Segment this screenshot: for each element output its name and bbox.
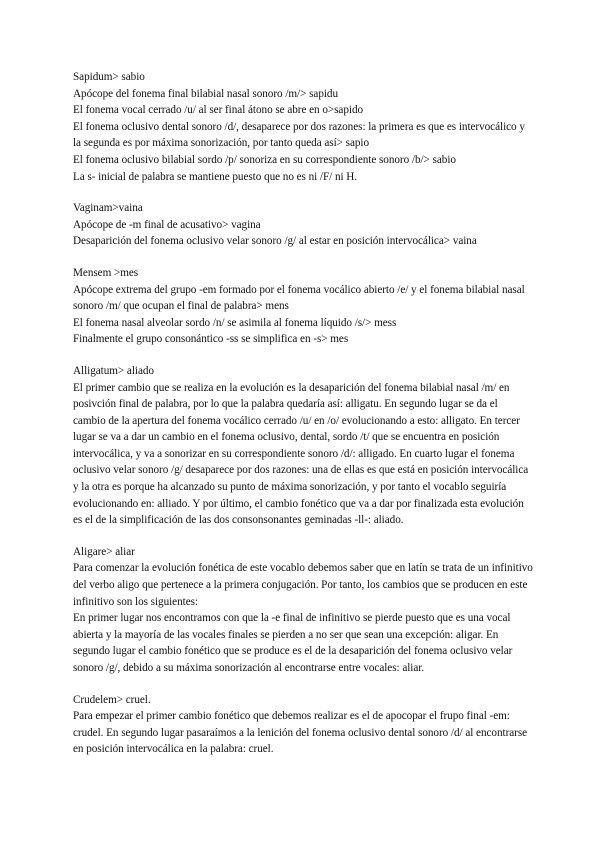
section-alligatum [73,363,533,529]
paragraph: El fonema vocal cerrado /u/ al ser final átono se abre en o>sapido [73,104,364,117]
paragraph: Apócope del fonema final bilabial nasal sonoro /m/> sapidu [73,87,339,100]
paragraph: Apócope extrema del grupo -em formado por el fonema vocálico abierto /e/ y el fonema bilabial nasal sonoro /m/ que ocupan el final de palabra> mens [73,283,525,313]
paragraph: El fonema oclusivo dental sonoro /d/, desaparece por dos razones: la primera es que es intervocálico y la segunda es por máxima sonorización, por tanto queda así> sapio [73,120,525,150]
paragraph: El fonema oclusivo bilabial sordo /p/ sonoriza en su correspondiente sonoro /b/> sabio [73,153,456,166]
paragraph: El primer cambio que se realiza en la evolución es la desaparición del fonema bilabial nasal /m/ en posivción final de palabra, por lo que la palabra quedaría así: alligatu. En segundo lugar se da el cambio de la apertura del fonema vocálico cerrado /u/ en /o/ evolucionando a esto: alligato. En tercer lugar se va a dar un cambio en el fonema oclusivo, dental, sordo /t/ que se encuentra en posición intervocálica, y va a sonorizar en su correspondiente sonoro /d/: alligado. En cuarto lugar el fonema oclusivo velar sonoro /g/ desaparece por dos razones: una de ellas es que está en posición intervocálica y la otra es porque ha alcanzado su punto de máxima sonorización, y por tanto el vocablo seguiría evolucionando en: alliado. Y por último, el cambio fonético que va a dar por finalizada esta evolución es el de la simplificación de las dos consonsonantes geminadas -ll-: aliado. [73,381,529,527]
section-aligare [73,544,533,677]
paragraph: Apócope de -m final de acusativo> vagina [73,218,261,231]
section-heading: Aligare> aliar [73,545,135,558]
section-mensem [73,265,533,348]
section-heading: Alligatum> aliado [73,364,154,377]
document-body [73,69,533,773]
section-heading: Mensem >mes [73,266,139,279]
section-heading: Sapidum> sabio [73,71,145,83]
paragraph: Desaparición del fonema oclusivo velar sonoro /g/ al estar en posición intervocálica> vaina [73,235,477,248]
paragraph: La s- inicial de palabra se mantiene puesto que no es ni /F/ ni H. [73,170,358,183]
paragraph: El fonema nasal alveolar sordo /n/ se asimila al fonema líquido /s/> mess [73,316,397,329]
section-crudelem [73,692,533,758]
paragraph: En primer lugar nos encontramos con que la -e final de infinitivo se pierde puesto que es una vocal abierta y la mayoría de las vocales finales se pierden a no ser que sean una excepción: aligar. En segundo lugar el cambio fonético que se produce es el de la desaparición del fonema oclusivo velar sonoro /g/, debido a su máxima sonorización al encontrarse entre vocales: aliar. [73,612,513,674]
paragraph: Para empezar el primer cambio fonético que debemos realizar es el de apocopar el frupo final -em: crudel. En segundo lugar pasaraímos a la lenición del fonema oclusivo dental sonoro /d/ al encontrarse en posición intervocálica en la palabra: cruel. [73,710,528,756]
paragraph: Para comenzar la evolución fonética de este vocablo debemos saber que en latín se trata de un infinitivo del verbo aligo que pertenece a la primera conjugación. Por tanto, los cambios que se producen en este infinitivo son los siguientes: [73,562,533,608]
section-heading: Vaginam>vaina [73,202,143,215]
section-heading: Crudelem> cruel. [73,693,151,706]
section-vaginam [73,200,533,250]
paragraph: Finalmente el grupo consonántico -ss se simplifica en -s> mes [73,333,349,346]
section-sapidum [73,69,533,185]
